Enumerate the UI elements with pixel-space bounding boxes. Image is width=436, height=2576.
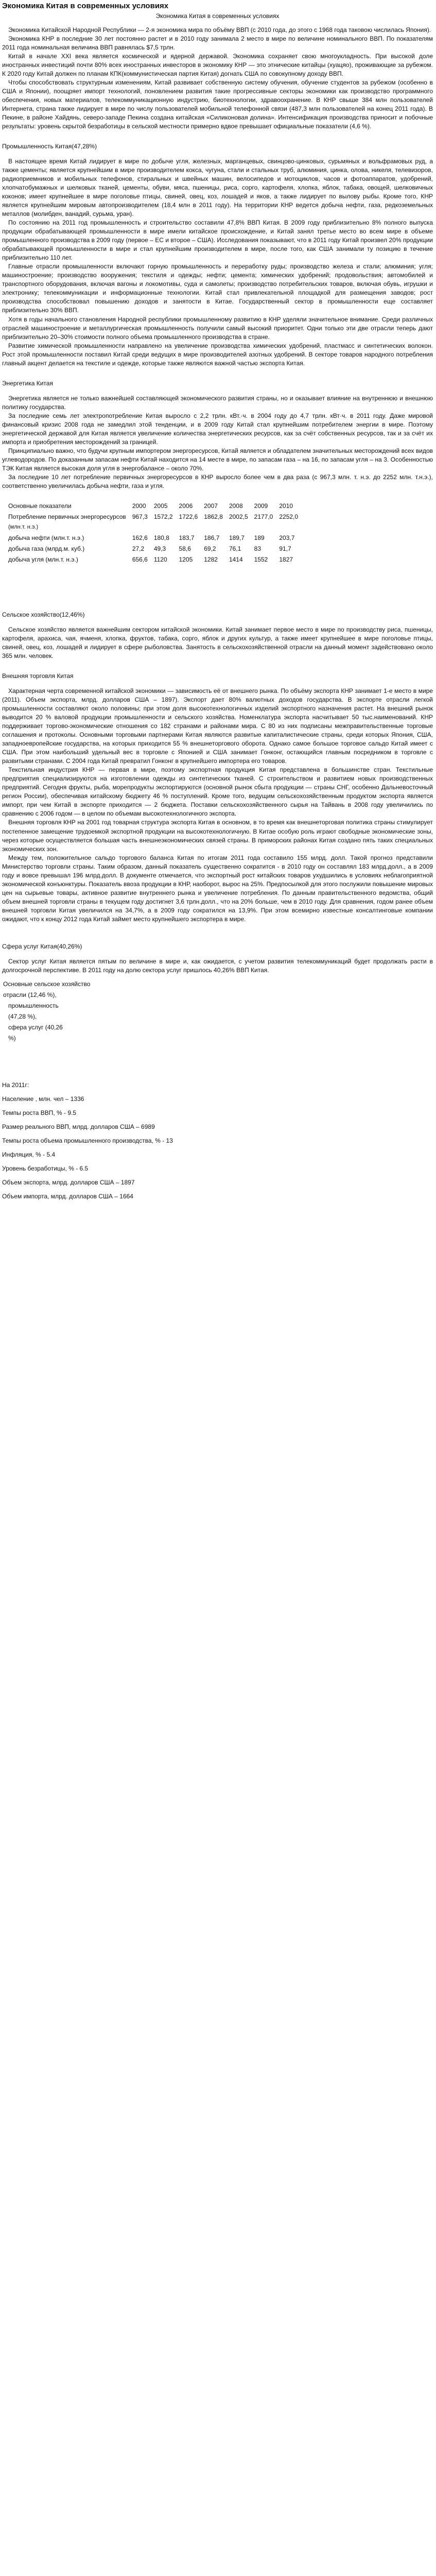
key-fact: Объем экспорта, млрд. долларов США – 1897 [2, 1179, 135, 1187]
year-cell: 2005 [153, 502, 168, 510]
paragraph: В настоящее время Китай лидирует в мире по добыче угля, железных, марганцевых, свинцово-цинковых, сурьмяных и вольфрамовых руд, а также цементы; является крупнейшим в мире производителем кокса, чугуна, стали и стальных труб, алюминия, цинка, олова, никеля, телевизоров, радиоприемников и мобильных телефонов, стиральных и швейных машин, велосипедов и мотоциклов, часов и фотоаппаратов, удобрений, хлопчатобумажных и шелковых тканей, цементы, обуви, мяса, пшеницы, риса, сорго, картофеля, хлопка, яблок, табака, овощей, шелковичных коконов; имеет крупнейшее в мире поголовье птицы, свиней, овец, коз, лошадей и яков, а также лидирует по вылову рыбы. Кроме того, КНР является крупнейшим мировым автопроизводителем (18,4 млн в 2011 году). На территории КНР ведется добыча нефти, газа, редкоземельных металлов (молибден, ванадий, сурьма, уран). [2, 157, 433, 218]
value-cell: 49,3 [153, 545, 166, 552]
paragraph: По состоянию на 2011 год промышленность и строительство составили 47,8% ВВП Китая. В 2009 году приблизительно 8% полного выпуска продукции обрабатывающей промышленности в мире имели китайское происхождение, и Китай занял третье место во всем мире в объеме промышленного производства в 2009 году (первое – ЕС и второе – США). Исследования показывают, что в 2011 году Китай произвел 20% продукции обрабатывающей промышленности в мире и стал крупнейшим производителем в мире, после того, как США занимали ту позицию в течение приблизительно 110 лет. [2, 219, 433, 262]
industry-section [2, 157, 433, 368]
value-cell: 189,7 [229, 534, 245, 541]
paragraph: Между тем, положительное сальдо торгового баланса Китая по итогам 2011 года составило 155 млрд. долл. Такой прогноз представили Министерство торговли страны. Таким образом, данный показатель существенно сократится - в 2010 году он составлял 183 млрд.долл., а в 2009 году и вовсе превышал 196 млрд.долл. В документе отмечается, что экспортный рост китайских товаров ухудшились в условиях неблагоприятной экономической конъюнктуры. Показатель ввоза продукции в КНР, наоборот, вырос на 25%. Предпосылкой для этого послужили повышение мировых цен на сырьевые товары, активное развитие внутреннего рынка и увеличение потребления. По данным правительственного ведомства, общий объем внешней торговли страны в текущем году достигнет 3,6 трлн.долл., что на 20% больше, чем в 2010 году. Для сравнения, годом ранее объем внешней торговли Китая увеличился на 34,7%, а в 2009 году сократился на 13,9%. При этом всемирно известные консалтинговые компании ожидают, что к концу 2012 года Китай займет место крупнейшего экспортера в мире. [2, 854, 433, 923]
agriculture-section [2, 625, 433, 660]
value-cell: 1205 [179, 555, 193, 563]
intro-section [2, 26, 433, 131]
page-subtitle: Экономика Китая в современных условиях [155, 12, 280, 20]
key-fact: Уровень безработицы, % - 6.5 [2, 1165, 89, 1173]
paragraph: Энергетика является не только важнейшей составляющей экономического развития страны, но и оказывает влияние на внутреннюю и внешнюю политику государства. [2, 394, 433, 411]
value-cell: 1827 [279, 555, 293, 563]
sector-shares [2, 980, 433, 1043]
key-facts-heading: На 2011г: [2, 1081, 29, 1089]
row-label: добыча газа (млрд.м. куб.) [8, 545, 85, 552]
paragraph: Главные отрасли промышленности включают горную промышленность и переработку руды; производство железа и стали; алюминия; угля; машиностроение; производство вооружения; текстиля и одежды; нефти; цемента; химических удобрений; продовольствия; автомобилей и транспортного оборудования, включая вагоны и локомотивы, суда и самолеты; производство потребительских товаров, включая обувь, игрушки и электронику; телекоммуникации и информационные технологии. Китай стал привлекательной площадкой для размещения заводов; рост производства способствовал повышению доходов и занятости в Китае. Государственный сектор в промышленности еще составляет приблизительно 30% ВВП. [2, 263, 433, 314]
table-row [7, 544, 301, 554]
value-cell: 656,6 [132, 555, 148, 563]
value-cell: 203,7 [279, 534, 295, 541]
year-cell: 2006 [179, 502, 193, 510]
services-section [2, 957, 433, 975]
paragraph: Чтобы способствовать структурным изменениям, Китай развивает собственную систему обучения, обучение студентов за рубежом (особенно в США и Японии), поощряет импорт технологий, поновлением развития такие прогрессивные секторы экономики как производство программного обеспечения, новых материалов, телекоммуникационную индустрию, биотехнологии, здравоохранение. В КНР свыше 384 млн пользователей Интернета, страна также лидирует в мире по числу пользователей мобильной телефонной связи (487,3 млн пользователей на конец 2011 года). В Пекине, в районе Хайдянь, северо-западе Пекина создана китайская «Силиконовая долина». Интенсификация производства приносит и побочные результаты: уровень скрытой безработицы в сельской местности примерно вдвое превышает официальные показатели (4,6 %). [2, 78, 433, 130]
row-label: добыча угля (млн.т. н.э.) [8, 555, 78, 563]
table-header-label: Основные показатели [8, 502, 72, 510]
key-fact: Размер реального ВВП, млрд. долларов США – 6989 [2, 1123, 155, 1131]
year-cell: 2000 [132, 502, 146, 510]
value-cell: 2252,0 [279, 513, 299, 521]
document-page [0, 0, 436, 1222]
value-cell: 1120 [153, 555, 167, 563]
row-label: добыча нефти (млн.т. н.э.) [8, 534, 84, 541]
paragraph: Китай в начале XXI века является космической и ядерной державой. Экономика сохраняет свою многоукладность. При высокой доле иностранных инвестиций почти 80% всех иностранных инвесторов в экономику КНР — это этнические китайцы (хуацяо), проживающие за рубежом. К 2020 году Китай должен по планам КПК(коммунистическая партия Китая) догнать США по совокупному доходу ВВП. [2, 52, 433, 77]
key-fact: Инфляция, % - 5.4 [2, 1151, 56, 1159]
paragraph: Развитие химической промышленности направлено на увеличение производства химических удобрений, пластмасс и синтетических волокон. Рост этой промышленности поставил Китай среди ведущих в мире производителей азотных удобрений. В секторе товаров народного потребления главный акцент делается на текстиле и одежде, которые также являются важной частью экспорта Китая. [2, 342, 433, 367]
value-cell: 183,7 [179, 534, 195, 541]
year-cell: 2007 [204, 502, 218, 510]
value-cell: 1282 [204, 555, 218, 563]
page-title: Экономика Китая в современных условиях [2, 2, 169, 10]
table-header-row [7, 501, 301, 512]
value-cell: 162,6 [132, 534, 148, 541]
sector-share-line: сфера услуг (40,26 [8, 1024, 63, 1031]
paragraph: Принципиально важно, что будучи крупным импортером энергоресурсов, Китай является и обладателем значительных месторождений всех видов углеводородов. По доказанным запасам нефти Китай находится на 14 месте в мире, по запасам газа – на 16, по запасам угля – на 3. Особенностью ТЭК Китая является высокая доля угля в энергобалансе – около 70%. [2, 447, 433, 472]
sector-shares-title: Основные сельское хозяйство [3, 980, 91, 988]
key-fact: Темпы роста объема промышленного производства, % - 13 [2, 1137, 173, 1145]
section-heading-industry: Промышленность Китая(47,28%) [2, 142, 97, 150]
sector-share-line: отрасли (12,46 %), [3, 991, 57, 998]
row-units: (млн.т. н.э.) [8, 524, 39, 531]
section-heading-trade: Внешняя торговля Китая [2, 672, 74, 680]
sector-share-line: промышленность [8, 1002, 59, 1010]
value-cell: 83 [254, 545, 261, 552]
paragraph: Внешняя торговля КНР на 2001 год товарная структура экспорта Китая в основном, в то время как внешнеторговая политика страны стимулирует постепенное замещение трудоемкой экспортной продукции на высокотехнологичную. В Китае особую роль играют свободные экономические зоны, через которые осуществляется большая часть внешнеэкономических связей страны. В приморских районах Китая создано пять таких специальных экономических зон. [2, 819, 433, 853]
value-cell: 186,7 [204, 534, 220, 541]
value-cell: 1552 [254, 555, 268, 563]
value-cell: 2002,5 [229, 513, 248, 521]
value-cell: 1722,6 [179, 513, 198, 521]
key-fact: Население , млн. чел – 1336 [2, 1095, 84, 1103]
paragraph: Сельское хозяйство является важнейшим сектором китайской экономики. Китай занимает первое место в мире по производству риса, пшеницы, картофеля, арахиса, чая, ячменя, хлопка, фруктов, табака, сорго, яблок и других культур, а также имеет крупнейшее в мире поголовье птицы, свиней, овец, коз, лошадей и лидирует в сфере рыболовства. Занятость в сельскохозяйственной отрасли на данный момент задействовано около 365 млн. человек. [2, 625, 433, 659]
table-row [7, 554, 301, 565]
paragraph: Сектор услуг Китая является пятым по величине в мире и, как ожидается, с учетом развития телекоммуникаций будет продолжать расти в долгосрочной перспективе. В 2011 году на долю сектора услуг пришлось 40,26% ВВП Китая. [2, 957, 433, 974]
value-cell: 91,7 [279, 545, 291, 552]
table-row [7, 533, 301, 544]
key-fact: Темпы роста ВВП, % - 9.5 [2, 1109, 77, 1117]
energy-section [2, 394, 433, 490]
section-heading-energy: Энергетика Китая [2, 379, 53, 387]
sector-share-line: %) [8, 1035, 16, 1042]
energy-indicators-table [7, 501, 301, 565]
paragraph: Хотя в годы начального становления Народной республики промышленному развитию в КНР уделяли значительное внимание. Среди различных отраслей машиностроение и металлургическая промышленность получили самый высокий приоритет. Одни только эти две отрасли теперь дают приблизительно 20–30% стоимости полного объема промышленного производства в стране. [2, 315, 433, 341]
value-cell: 1862,8 [204, 513, 223, 521]
row-label: Потребление первичных энергоресурсов [8, 513, 126, 521]
key-facts [2, 1081, 433, 1201]
table-units-row [7, 522, 301, 533]
value-cell: 58,6 [179, 545, 191, 552]
section-heading-services: Сфера услуг Китая(40,26%) [2, 942, 82, 950]
value-cell: 76,1 [229, 545, 241, 552]
paragraph: За последние семь лет электропотребление Китая выросло с 2,2 трлн. кВт.·ч. в 2004 году до 4,7 трлн. кВт·ч. в 2011 году. Даже мировой финансовый кризис 2008 года не замедлил этой тенденции, и в 2009 году Китай стал крупнейшим потребителем энергии в мире. Поэтому энергетической державой для Китая является увеличение количества энергетических ресурсов, как за счёт собственных ресурсов, так и за счёт их импорта и приобретения месторождений за границей. [2, 412, 433, 446]
key-fact: Объем импорта, млрд. долларов США – 1664 [2, 1193, 133, 1200]
value-cell: 1414 [229, 555, 243, 563]
sector-share-line: (47,28 %), [8, 1013, 37, 1021]
paragraph: Экономика КНР в последние 30 лет постоянно растет и в 2010 году занимала 2 место в мире по величине номинального ВВП. По показателям 2011 года номинальная величина ВВП равнялась $7,5 трлн. [2, 35, 433, 51]
table-row [7, 512, 301, 522]
year-cell: 2010 [279, 502, 293, 510]
section-heading-agriculture: Сельское хозяйство(12,46%) [2, 611, 85, 618]
value-cell: 69,2 [204, 545, 216, 552]
value-cell: 2177,0 [254, 513, 273, 521]
value-cell: 967,3 [132, 513, 148, 521]
year-cell: 2009 [254, 502, 268, 510]
paragraph: Экономика Китайской Народной Республики — 2-я экономика мира по объёму ВВП (с 2010 года, до этого с 1968 года таковою числилась Япония). [8, 26, 431, 33]
value-cell: 27,2 [132, 545, 145, 552]
paragraph: Текстильная индустрия КНР — первая в мире, поэтому экспортная продукция Китая представлена в большинстве стран. Текстильные предприятия специализируются на изготовлении одежды из синтетических тканей. С строительством и развитием новых производственных предприятий. Сегодня фрукты, рыба, морепродукты экспортируются (основной рынок сбыта продукции — страны СНГ, особенно Дальневосточный регион России), обеспечивая китайскому бюджету 46 % поступлений. Кроме того, ведущим сельскохозяйственным продуктом экспорта является импорт, при чем Китай в экспорте приходится — 2 бюджета. Поставки сельскохозяйственного сырья на Тайвань в 2008 году увеличились по сравнению с 2006 годом — в целом по объемам высокотехнологичного экспорта. [2, 766, 433, 818]
value-cell: 189 [254, 534, 265, 541]
paragraph: Характерная черта современной китайской экономики — зависимость её от внешнего рынка. По объёму экспорта КНР занимает 1-е место в мире (2011). Объем экспорта, млрд. долларов США – 1897). Экспорт дает 80% валютных доходов государства. В экспорте отрасли легкой промышленности составляют около половины; при этом доля высокотехнологичных изделий экспортного назначения растет. На внешний рынок выводится 20 % валовой продукции промышленности и сельского хозяйства. Номенклатура экспорта насчитывает 50 тыс.наименований. КНР поддерживает торгово-экономические отношения со 182 странами и районами мира. С 80 из них подписаны межправительственные торговые соглашения и протоколы. Основными торговыми партнерами Китая являются развитые капиталистические страны, среди которых Япония, США, западноевропейские государства, на которых приходится 55 % внешнеторгового оборота. Однако самое большое торговое сальдо Китай имеет с США. При этом наибольший удельный вес в торговле с Японией и США занимает Гонконг, остающийся главным посредником в торговле с развитыми странами. С 2004 года Китай превратил Гонконг в крупнейшего импортера его товаров. [2, 687, 433, 765]
trade-section [2, 687, 433, 924]
value-cell: 180,8 [153, 534, 169, 541]
year-cell: 2008 [229, 502, 243, 510]
paragraph: За последние 10 лет потребление первичных энергоресурсов в КНР выросло более чем в два раза (с 967,3 млн. т. н.э. до 2252 млн. т.н.э.), соответственно увеличилась добыча нефти, газа и угля. [2, 473, 433, 490]
value-cell: 1572,2 [153, 513, 173, 521]
